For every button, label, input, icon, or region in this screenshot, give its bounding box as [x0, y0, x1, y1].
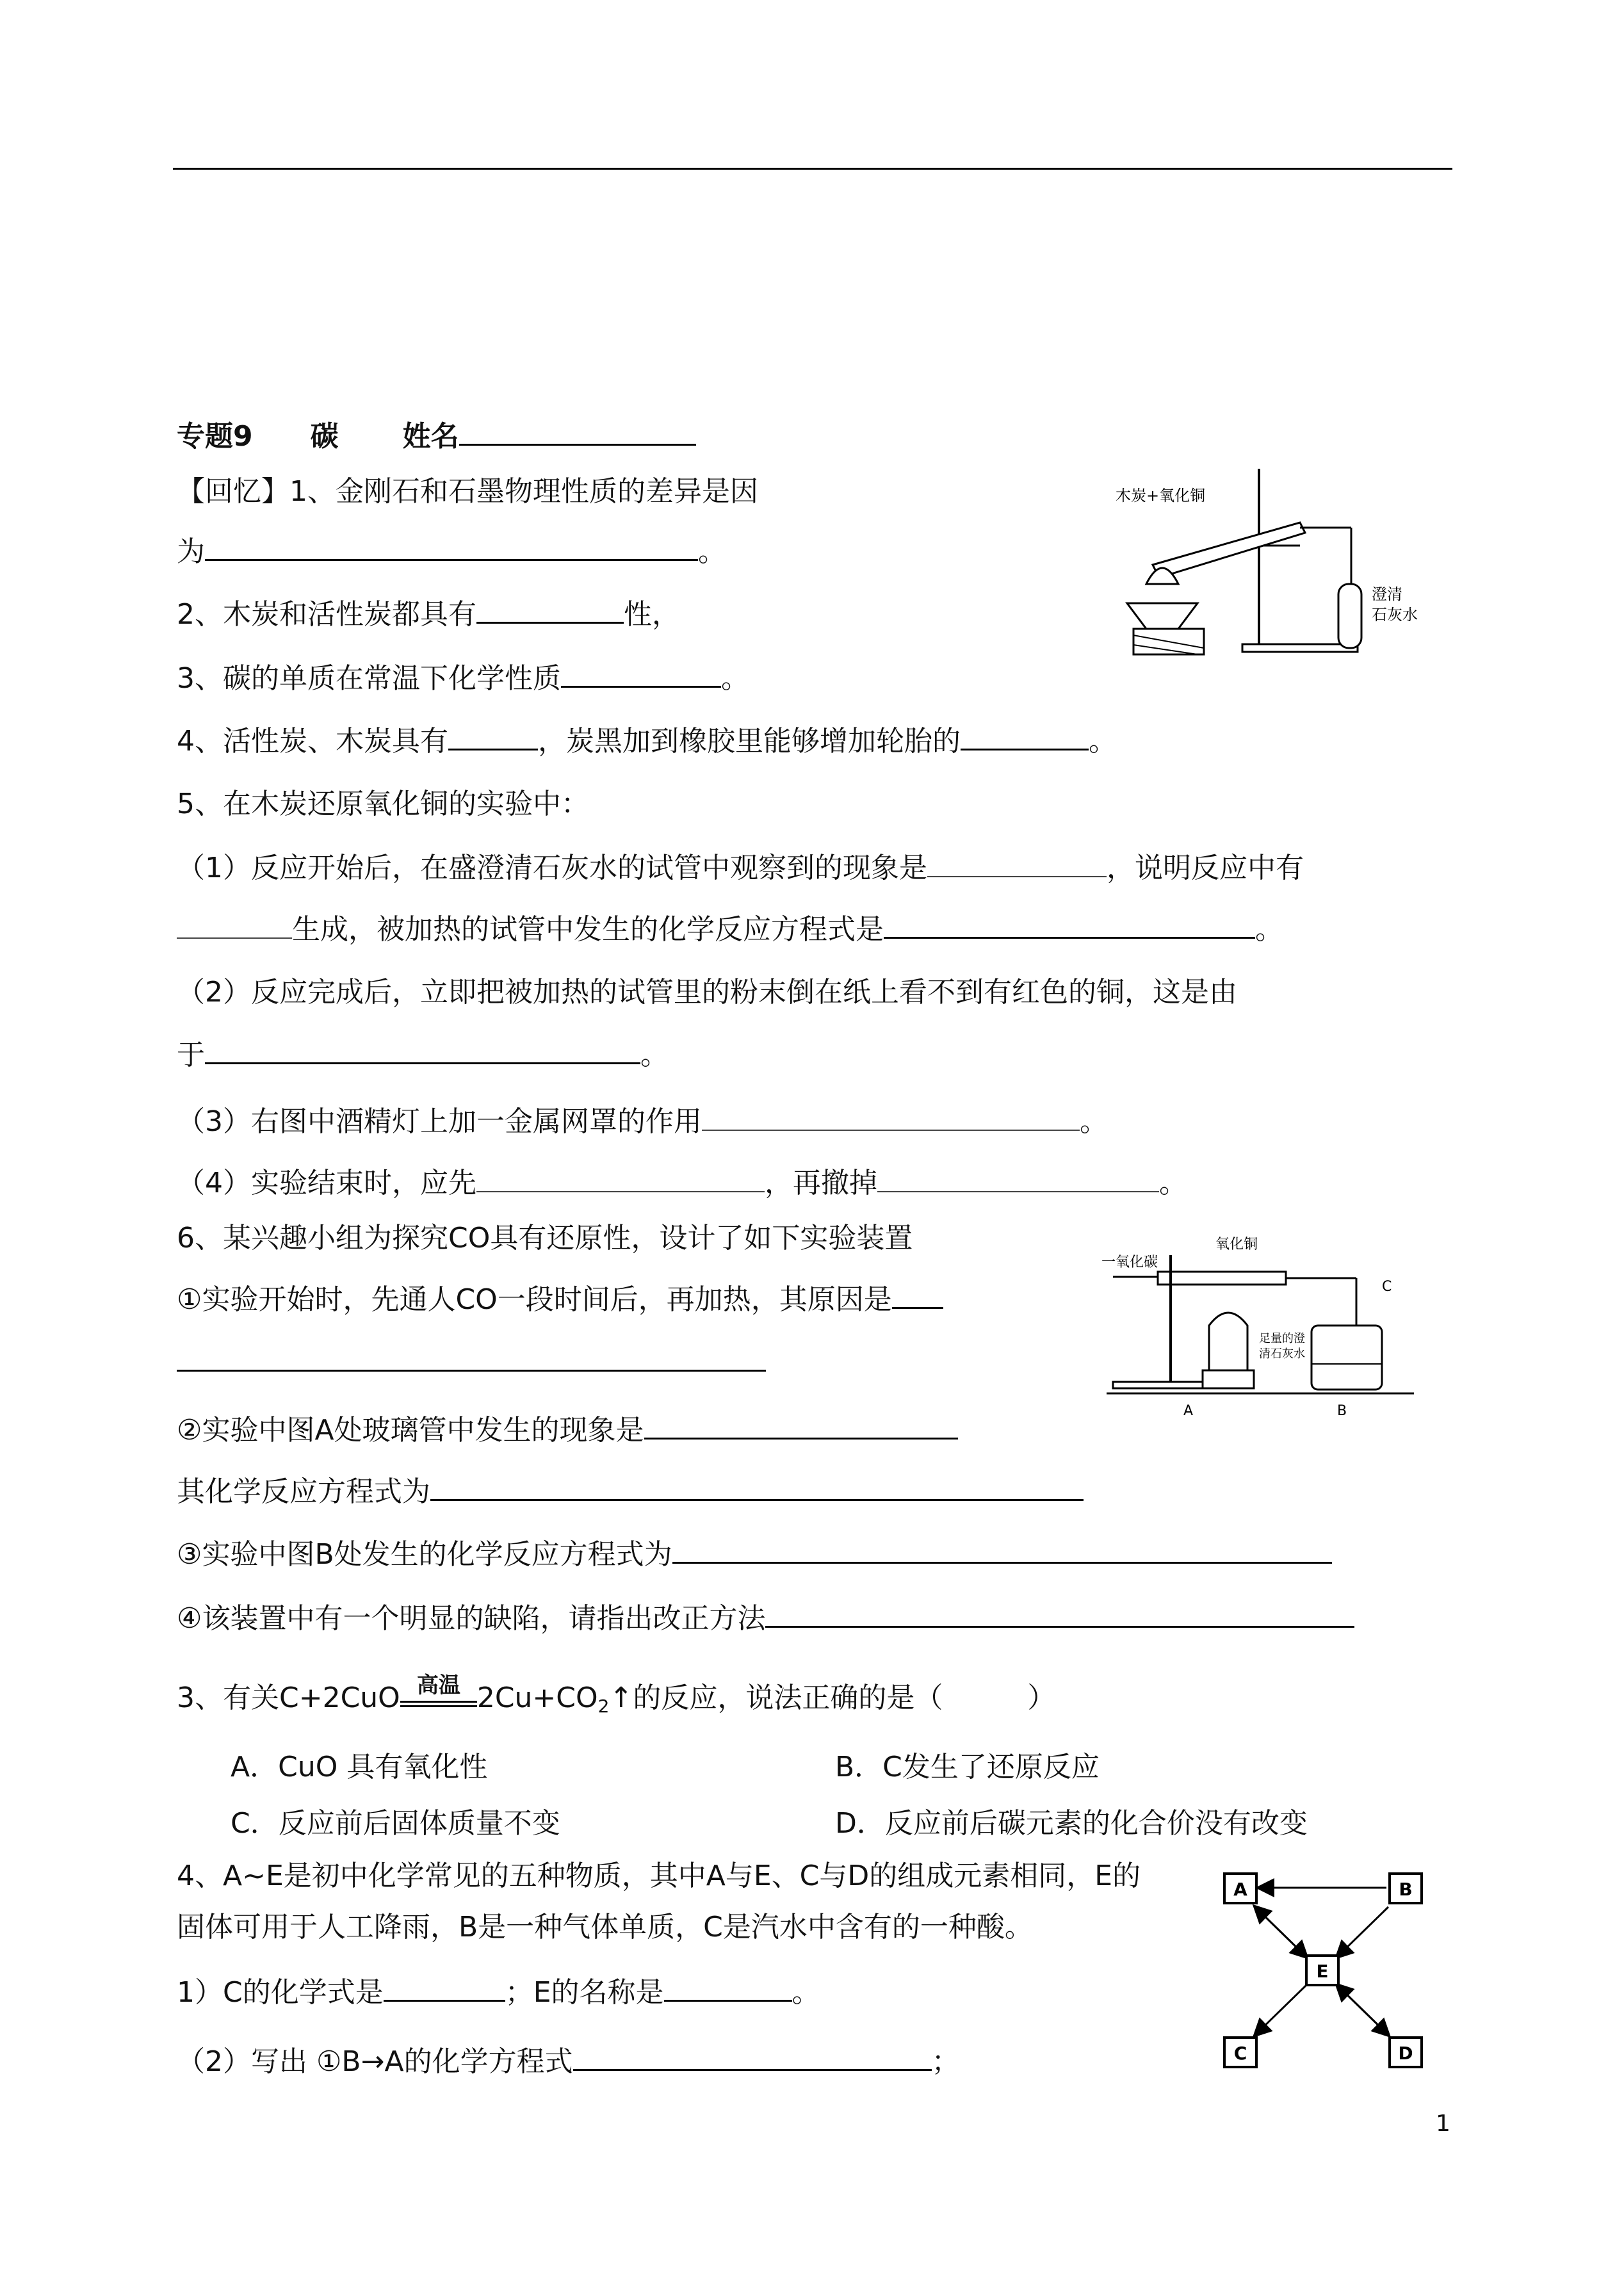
svg-text:C: C	[1233, 2043, 1247, 2064]
fig2-label-b: B	[1337, 1403, 1347, 1419]
fig2-label-lime1: 足量的澄	[1259, 1332, 1305, 1345]
node-b	[1390, 1874, 1422, 1903]
q5-s2-line1: （2）反应完成后，立即把被加热的试管里的粉末倒在纸上看不到有红色的铜，这是由	[177, 976, 1237, 1009]
q6-i2b-line: 其化学反应方程式为	[177, 1473, 1084, 1511]
svg-text:A: A	[1233, 1879, 1247, 1900]
name-blank[interactable]	[459, 418, 696, 446]
node-c	[1224, 2038, 1256, 2067]
q1-line1: 【回忆】1、金刚石和石墨物理性质的差异是因	[177, 475, 758, 508]
q5-s1-blank-1[interactable]	[927, 850, 1107, 877]
reaction-condition: 高温	[400, 1692, 477, 1707]
q5-s1-blank-3[interactable]	[884, 911, 1255, 939]
q4-blank-1[interactable]	[448, 723, 538, 750]
svg-text:B: B	[1399, 1879, 1413, 1900]
q7-blank-b-to-a[interactable]	[573, 2043, 932, 2071]
q5-s3-line: （3）右图中酒精灯上加一金属网罩的作用 。	[177, 1105, 1108, 1138]
q6-i3-blank[interactable]	[672, 1536, 1332, 1564]
q5-s4-blank-2[interactable]	[877, 1165, 1159, 1192]
mc3-option-c[interactable]: C．反应前后固体质量不变	[231, 1807, 560, 1840]
node-e	[1306, 1956, 1338, 1985]
q5-intro: 5、在木炭还原氧化铜的实验中：	[177, 788, 589, 820]
q6-i1-line: ①实验开始时，先通人CO一段时间后，再加热，其原因是	[177, 1281, 943, 1319]
svg-text:E: E	[1316, 1961, 1329, 1982]
q6-i1-blank-2[interactable]	[177, 1363, 766, 1372]
fig2-label-co: 一氧化碳	[1101, 1254, 1158, 1270]
q6-i2-line: ②实验中图A处玻璃管中发生的现象是	[177, 1411, 958, 1450]
node-a	[1224, 1874, 1256, 1903]
q6-i1-line2	[177, 1343, 766, 1382]
fig2-label-a: A	[1183, 1403, 1194, 1419]
svg-text:D: D	[1398, 2043, 1413, 2064]
q3-blank[interactable]	[561, 660, 721, 688]
q5-s2-blank[interactable]	[205, 1037, 640, 1064]
q6-i2-blank[interactable]	[644, 1412, 958, 1439]
q5-s3-blank[interactable]	[702, 1104, 1080, 1131]
fig2-label-cuo: 氧化铜	[1215, 1237, 1258, 1253]
mc3-option-d[interactable]: D．反应前后碳元素的化合价没有改变	[835, 1807, 1308, 1840]
substance-relationship-diagram	[1217, 1869, 1434, 2080]
fig1-label-right1: 澄清	[1372, 585, 1402, 603]
q5-s2-line2: 于 。	[177, 1036, 669, 1075]
q7-blank-c-formula[interactable]	[384, 1974, 505, 2002]
fig1-label-top: 木炭+氧化铜	[1116, 487, 1206, 505]
mc3-option-b[interactable]: B．C发生了还原反应	[835, 1751, 1100, 1783]
q6-i4-line: ④该装置中有一个明显的缺陷，请指出改正方法	[177, 1600, 1354, 1638]
page-number: 1	[1436, 2111, 1450, 2137]
mc3-stem: 3、有关C+2CuO 高温 $2Cu+CO_2↑$的反应，说法正确的是（ ）	[177, 1673, 1056, 1717]
q2-blank[interactable]	[476, 596, 624, 624]
q6-i3-line: ③实验中图B处发生的化学反应方程式为	[177, 1536, 1332, 1574]
q6-i1-blank-1[interactable]	[892, 1281, 943, 1309]
q7-line2: 固体可用于人工降雨，B是一种气体单质，C是汽水中含有的一种酸。	[177, 1911, 1033, 1943]
q7-line1: 4、A~E是初中化学常见的五种物质，其中A与E、C与D的组成元素相同，E的	[177, 1860, 1141, 1892]
q6-intro: 6、某兴趣小组为探究CO具有还原性，设计了如下实验装置	[177, 1222, 913, 1254]
q1-line2: 为 。	[177, 533, 726, 571]
q1-blank[interactable]	[205, 533, 698, 561]
q3-line: 3、碳的单质在常温下化学性质 。	[177, 660, 749, 698]
q7-blank-e-name[interactable]	[664, 1974, 792, 2002]
q5-s4-line: （4）实验结束时，应先 ，再撤掉 。	[177, 1167, 1187, 1199]
mc3-option-a[interactable]: A．CuO 具有氧化性	[231, 1751, 488, 1783]
q7-line3: 1）C的化学式是 ；E的名称是 。	[177, 1974, 820, 2012]
fig1-label-right2: 石灰水	[1372, 606, 1418, 624]
q5-s1-line1: （1）反应开始后，在盛澄清石灰水的试管中观察到的现象是 ，说明反应中有	[177, 852, 1304, 884]
q4-line: 4、活性炭、木炭具有 ，炭黑加到橡胶里能够增加轮胎的 。	[177, 722, 1117, 761]
worksheet-title: 专题9 碳 姓名	[177, 418, 696, 456]
q5-s1-blank-2[interactable]	[177, 912, 292, 939]
q5-s4-blank-1[interactable]	[476, 1165, 765, 1192]
co-reduction-apparatus-figure	[1100, 1229, 1420, 1422]
q5-s1-line2: 生成，被加热的试管中发生的化学反应方程式是 。	[177, 911, 1283, 949]
fig2-label-lime2: 清石灰水	[1259, 1347, 1305, 1361]
q6-i4-blank[interactable]	[765, 1600, 1354, 1628]
charcoal-reduction-apparatus-figure	[1108, 456, 1418, 661]
header-rule	[173, 168, 1452, 170]
q4-blank-2[interactable]	[961, 723, 1089, 750]
q7-line4: （2）写出 ①B→A的化学方程式 ；	[177, 2043, 960, 2081]
q6-i2b-blank[interactable]	[430, 1473, 1084, 1501]
node-d	[1390, 2038, 1422, 2067]
q2-line: 2、木炭和活性炭都具有 性，	[177, 596, 680, 634]
fig2-label-c: C	[1382, 1279, 1392, 1295]
